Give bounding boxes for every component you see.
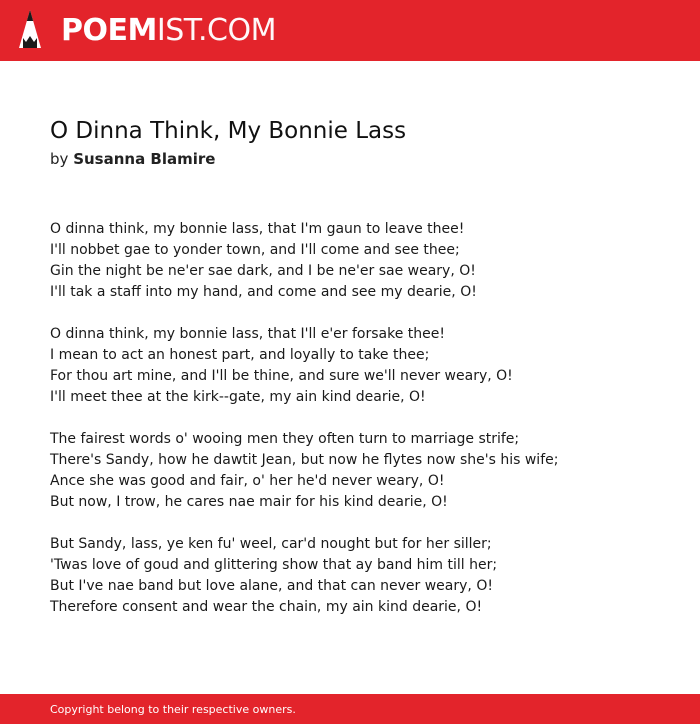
poem-line: O dinna think, my bonnie lass, that I'll e'er forsake thee! <box>50 326 446 342</box>
stanza <box>50 219 670 303</box>
author-name: Susanna Blamire <box>73 150 216 168</box>
pencil-icon[interactable] <box>17 8 43 52</box>
poem-line: The fairest words o' wooing men they often turn to marriage strife; <box>50 431 520 447</box>
stanza <box>50 429 670 513</box>
poem-line: But now, I trow, he cares nae mair for his kind dearie, O! <box>50 494 448 510</box>
poem-line: But I've nae band but love alane, and that can never weary, O! <box>50 578 493 594</box>
logo-text-light: IST.COM <box>156 13 276 48</box>
poem-body <box>50 219 670 639</box>
poem-line: There's Sandy, how he dawtit Jean, but now he flytes now she's his wife; <box>50 452 559 468</box>
poem-line: I'll nobbet gae to yonder town, and I'll come and see thee; <box>50 242 460 258</box>
poem-line: I'll meet thee at the kirk--gate, my ain kind dearie, O! <box>50 389 426 405</box>
site-footer <box>0 694 700 724</box>
site-logo[interactable] <box>61 12 276 50</box>
copyright-text: Copyright belong to their respective owners. <box>50 703 296 716</box>
poem-line: I'll tak a staff into my hand, and come and see my dearie, O! <box>50 284 477 300</box>
poem-line: But Sandy, lass, ye ken fu' weel, car'd nought but for her siller; <box>50 536 492 552</box>
poem-line: 'Twas love of goud and glittering show that ay band him till her; <box>50 557 498 573</box>
stanza <box>50 534 670 618</box>
poem-line: Ance she was good and fair, o' her he'd never weary, O! <box>50 473 445 489</box>
by-label: by <box>50 150 69 168</box>
poem-line: O dinna think, my bonnie lass, that I'm gaun to leave thee! <box>50 221 465 237</box>
poem-line: Gin the night be ne'er sae dark, and I be ne'er sae weary, O! <box>50 263 476 279</box>
poem-title: O Dinna Think, My Bonnie Lass <box>50 118 407 144</box>
poem-line: Therefore consent and wear the chain, my ain kind dearie, O! <box>50 599 483 615</box>
poem-line: For thou art mine, and I'll be thine, and sure we'll never weary, O! <box>50 368 513 384</box>
stanza <box>50 324 670 408</box>
logo-text-bold: POEM <box>61 13 157 48</box>
site-header <box>0 0 700 61</box>
poem-line: I mean to act an honest part, and loyally to take thee; <box>50 347 430 363</box>
byline <box>50 148 215 170</box>
